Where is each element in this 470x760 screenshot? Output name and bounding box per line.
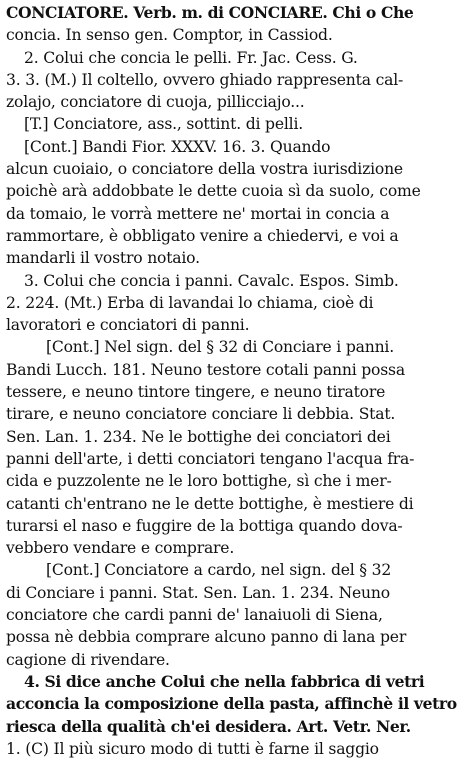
entry-text-line: rammortare, è obbligato venire a chiedervi, e voi a: [6, 226, 399, 245]
entry-text-line: 2. 224. (Mt.) Erba di lavandai lo chiama, cioè di: [6, 293, 374, 312]
entry-text-line: turarsi el naso e fuggire de la bottiga quando dova-: [6, 516, 403, 535]
entry-text-line: mandarli il vostro notaio.: [6, 249, 200, 268]
sense-4-line: 4. Si dice anche Colui che nella fabbrica di vetri: [24, 671, 425, 691]
entry-text-line: conciatore che cardi panni de' lanaiuoli di Siena,: [6, 606, 383, 625]
entry-text-line: 1. (C) Il più sicuro modo di tutti è farne il saggio: [6, 739, 379, 758]
entry-text-line: catanti ch'entrano ne le dette bottighe, è mestiere di: [6, 494, 414, 513]
entry-text-line: Bandi Lucch. 181. Neuno testore cotali panni possa: [6, 360, 405, 379]
entry-text-line: Sen. Lan. 1. 234. Ne le bottighe dei conciatori dei: [6, 427, 391, 446]
entry-headword-line: CONCIATORE. Verb. m. di CONCIARE. Chi o Che: [6, 3, 414, 22]
entry-text-line: concia. In senso gen. Comptor, in Cassiod.: [6, 26, 333, 45]
entry-text-line: 3. 3. (M.) Il coltello, ovvero ghiado rappresenta cal-: [6, 70, 404, 89]
entry-text-line: cida e puzzolente ne le loro bottighe, sì che i mer-: [6, 472, 392, 491]
sense-3-line: 3. Colui che concia i panni. Cavalc. Espos. Simb.: [24, 271, 399, 290]
entry-text-line: possa nè debbia comprare alcuno panno di lana per: [6, 628, 407, 647]
entry-text-line: poichè arà addobbate le dette cuoia sì da suolo, come: [6, 182, 421, 201]
entry-text-line: [Cont.] Nel sign. del § 32 di Conciare i panni.: [46, 338, 394, 357]
sense-2-line: 2. Colui che concia le pelli. Fr. Jac. Cess. G.: [24, 48, 358, 67]
entry-text-line: panni dell'arte, i detti conciatori tengano l'acqua fra-: [6, 449, 415, 468]
entry-text-line: di Conciare i panni. Stat. Sen. Lan. 1. 234. Neuno: [6, 583, 390, 602]
entry-text-line: lavoratori e conciatori di panni.: [6, 316, 250, 335]
entry-text-line: acconcia la composizione della pasta, affinchè il vetro: [6, 694, 457, 714]
entry-text-line: tessere, e neuno tintore tingere, e neuno tiratore: [6, 383, 386, 402]
entry-text-line: riesca della qualità ch'ei desidera. Art. Vetr. Ner.: [6, 716, 411, 736]
entry-text-line: [T.] Conciatore, ass., sottint. di pelli.: [24, 115, 303, 134]
entry-text-line: alcun cuoiaio, o conciatore della vostra iurisdizione: [6, 160, 403, 179]
entry-text-line: vebbero vendare e comprare.: [6, 539, 235, 558]
entry-text-line: cagione di rivendare.: [6, 650, 170, 669]
entry-text-line: [Cont.] Bandi Fior. XXXV. 16. 3. Quando: [24, 137, 331, 156]
entry-text-line: [Cont.] Conciatore a cardo, nel sign. del § 32: [46, 561, 392, 580]
entry-text-line: zolajo, conciatore di cuoja, pillicciajo...: [6, 93, 305, 112]
entry-text-line: da tomaio, le vorrà mettere ne' mortai in concia a: [6, 204, 390, 223]
entry-text-line: tirare, e neuno conciatore conciare li debbia. Stat.: [6, 405, 396, 424]
